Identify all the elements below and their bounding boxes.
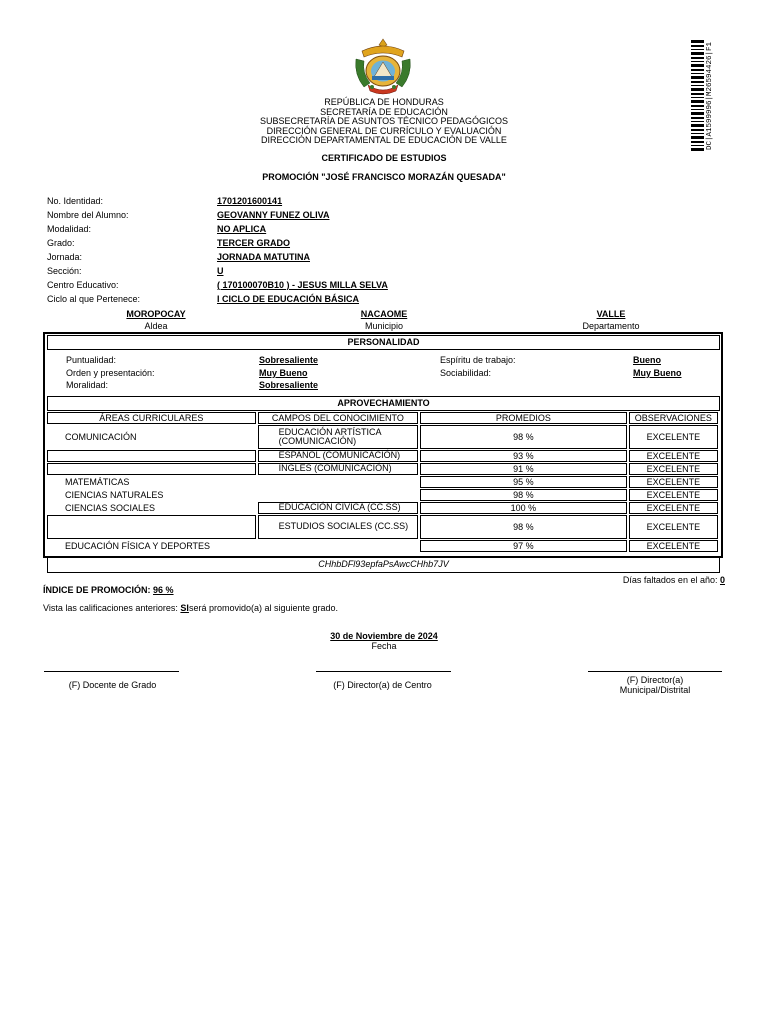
fecha-label: Fecha [371, 641, 397, 651]
barcode-bar [691, 64, 704, 67]
header-line: SUBSECRETARÍA DE ASUNTOS TÉCNICO PEDAGÓGICOS [259, 116, 509, 126]
campo-cell [258, 489, 418, 501]
document-subtitle: PROMOCIÓN "JOSÉ FRANCISCO MORAZÁN QUESADA" [262, 172, 506, 182]
observacion-cell: EXCELENTE [629, 515, 718, 539]
campo-cell: EDUCACIÓN ARTÍSTICA (COMUNICACIÓN) [258, 425, 418, 449]
location-departamento-value: VALLE [596, 309, 626, 319]
barcode-bar [691, 73, 704, 74]
statement-suffix: será promovido(a) al siguiente grado. [188, 603, 339, 613]
trait-value: Sobresaliente [259, 355, 319, 365]
signature-director-municipal: (F) Director(a) Municipal/Distrital [619, 675, 691, 695]
info-row-identidad [47, 196, 447, 210]
signature-docente: (F) Docente de Grado [68, 680, 157, 690]
table-header-row [47, 412, 718, 424]
table-row [47, 515, 718, 539]
info-value: 1701201600141 [217, 196, 283, 206]
statement-prefix: Vista las calificaciones anteriores: [43, 603, 178, 613]
area-cell: CIENCIAS NATURALES [65, 490, 164, 500]
campo-cell [258, 476, 418, 488]
campo-cell: ESPAÑOL (COMUNICACIÓN) [258, 450, 418, 462]
info-row-grado [47, 238, 447, 252]
info-label: Jornada: [47, 252, 83, 262]
coat-of-arms-emblem [352, 37, 414, 97]
signature-line [44, 671, 179, 672]
barcode-bar [691, 61, 704, 62]
statement-si: SI [180, 603, 189, 613]
trait-value: Muy Bueno [259, 368, 308, 378]
info-value: U [217, 266, 224, 276]
table-row [47, 450, 718, 462]
area-cell: CIENCIAS SOCIALES [65, 503, 156, 513]
signature-director-centro: (F) Director(a) de Centro [333, 680, 432, 690]
barcode-bar [691, 69, 704, 71]
area-cell [47, 515, 256, 539]
info-row-seccion [47, 266, 447, 280]
campo-cell: INGLÉS (COMUNICACIÓN) [258, 463, 418, 475]
dias-faltados [560, 575, 725, 585]
info-label: Ciclo al que Pertenece: [47, 294, 141, 304]
indice-value: 96 % [153, 585, 174, 595]
info-row-modalidad [47, 224, 447, 238]
barcode-text: DC|A1599996|M26594426|F1 [706, 41, 714, 150]
barcode-bar [691, 49, 704, 50]
barcode-bar [691, 145, 704, 146]
info-label: No. Identidad: [47, 196, 104, 206]
barcode-bar [691, 76, 704, 79]
promedio-cell: 98 % [420, 425, 627, 449]
trait-label: Moralidad: [66, 380, 109, 390]
campo-cell [258, 540, 418, 552]
header-line: DIRECCIÓN GENERAL DE CURRÍCULO Y EVALUACIÓN [266, 125, 502, 136]
column-header: CAMPOS DEL CONOCIMIENTO [258, 412, 418, 424]
personalidad-row [66, 368, 706, 380]
barcode-bar [691, 93, 704, 95]
trait-label: Espíritu de trabajo: [440, 355, 516, 365]
area-cell: COMUNICACIÓN [65, 432, 137, 442]
observacion-cell: EXCELENTE [629, 463, 718, 475]
promotion-statement [43, 603, 338, 613]
barcode-bar [691, 121, 704, 122]
observacion-cell: EXCELENTE [629, 476, 718, 488]
table-row [47, 463, 718, 475]
barcode-bar [691, 109, 704, 110]
header-line: DIRECCIÓN DEPARTAMENTAL DE EDUCACIÓN DE VALLE [261, 135, 507, 145]
personalidad-row [66, 380, 706, 392]
table-row [47, 476, 718, 488]
personalidad-header: PERSONALIDAD [47, 335, 720, 350]
dias-faltados-label: Días faltados en el año: [622, 575, 718, 585]
promedio-cell: 97 % [420, 540, 627, 552]
info-value: JORNADA MATUTINA [217, 252, 310, 262]
observacion-cell: EXCELENTE [629, 540, 718, 552]
info-value: GEOVANNY FUNEZ OLIVA [217, 210, 330, 220]
personalidad-row [66, 355, 706, 367]
table-row [47, 540, 718, 552]
institution-header [184, 98, 584, 146]
barcode-bar [691, 112, 704, 115]
barcode-bar [691, 141, 704, 143]
barcode-bar [691, 100, 704, 103]
trait-value: Sobresaliente [259, 380, 319, 390]
observacion-cell: EXCELENTE [629, 450, 718, 462]
info-label: Sección: [47, 266, 82, 276]
info-value: TERCER GRADO [217, 238, 291, 248]
info-row-ciclo [47, 294, 447, 308]
aprovechamiento-header: APROVECHAMIENTO [47, 396, 720, 411]
indice-label: ÍNDICE DE PROMOCIÓN: [43, 585, 151, 595]
verification-code: CHhbDFl93epfaPsAwcCHhb7JV [47, 558, 720, 573]
barcode-bar [691, 85, 704, 86]
trait-label: Orden y presentación: [66, 368, 155, 378]
info-row-nombre [47, 210, 447, 224]
column-header: OBSERVACIONES [629, 412, 718, 424]
trait-label: Sociabilidad: [440, 368, 492, 378]
barcode-bar [691, 52, 704, 55]
document-title: CERTIFICADO DE ESTUDIOS [321, 153, 447, 163]
info-label: Centro Educativo: [47, 280, 119, 290]
info-label: Modalidad: [47, 224, 92, 234]
location-aldea-label: Aldea [144, 321, 168, 331]
info-label: Grado: [47, 238, 75, 248]
table-row [47, 425, 718, 449]
barcode-bar [691, 148, 704, 151]
info-value: ( 170100070B10 ) - JESUS MILLA SELVA [217, 280, 388, 290]
table-row [47, 502, 718, 514]
promedio-cell: 91 % [420, 463, 627, 475]
barcode-bar [691, 129, 704, 131]
trait-label: Puntualidad: [66, 355, 117, 365]
campo-cell: ESTUDIOS SOCIALES (CC.SS) [258, 515, 418, 539]
barcode-bar [691, 57, 704, 59]
info-row-jornada [47, 252, 447, 266]
area-cell: MATEMÁTICAS [65, 477, 130, 487]
promedio-cell: 98 % [420, 489, 627, 501]
info-label: Nombre del Alumno: [47, 210, 129, 220]
table-row [47, 489, 718, 501]
location-municipio-value: NACAOME [360, 309, 408, 319]
observacion-cell: EXCELENTE [629, 502, 718, 514]
area-cell [47, 463, 256, 475]
column-header: PROMEDIOS [420, 412, 627, 424]
area-cell [47, 450, 256, 462]
column-header: ÁREAS CURRICULARES [47, 412, 256, 424]
promedio-cell: 98 % [420, 515, 627, 539]
barcode-bar [691, 88, 704, 91]
barcode-bar [691, 133, 704, 134]
indice-promocion [43, 585, 174, 595]
barcode-bar [691, 97, 704, 98]
barcode-bar [691, 45, 704, 47]
barcode-bar [691, 81, 704, 83]
trait-value: Bueno [633, 355, 661, 365]
promedio-cell: 93 % [420, 450, 627, 462]
campo-cell: EDUCACIÓN CÍVICA (CC.SS) [258, 502, 418, 514]
dias-faltados-value: 0 [719, 575, 725, 585]
promedio-cell: 95 % [420, 476, 627, 488]
location-municipio-label: Municipio [364, 321, 404, 331]
barcode-bar [691, 136, 704, 139]
fecha-value: 30 de Noviembre de 2024 [330, 631, 438, 641]
grades-table [45, 411, 720, 553]
observacion-cell: EXCELENTE [629, 489, 718, 501]
promedio-cell: 100 % [420, 502, 627, 514]
location-aldea-value: MOROPOCAY [126, 309, 186, 319]
signature-line [316, 671, 451, 672]
info-row-centro [47, 280, 447, 294]
header-line: REPÚBLICA DE HONDURAS [324, 97, 444, 107]
barcode-bar [691, 117, 704, 119]
barcode-bar [691, 124, 704, 127]
signature-line [588, 671, 722, 672]
barcode-bar [691, 40, 704, 43]
area-cell: EDUCACIÓN FÍSICA Y DEPORTES [65, 541, 211, 551]
info-value: I CICLO DE EDUCACIÓN BÁSICA [217, 294, 360, 304]
barcode-bar [691, 105, 704, 107]
location-departamento-label: Departamento [582, 321, 640, 331]
trait-value: Muy Bueno [633, 368, 682, 378]
observacion-cell: EXCELENTE [629, 425, 718, 449]
header-line: SECRETARÍA DE EDUCACIÓN [320, 106, 448, 117]
info-value: NO APLICA [217, 224, 267, 234]
